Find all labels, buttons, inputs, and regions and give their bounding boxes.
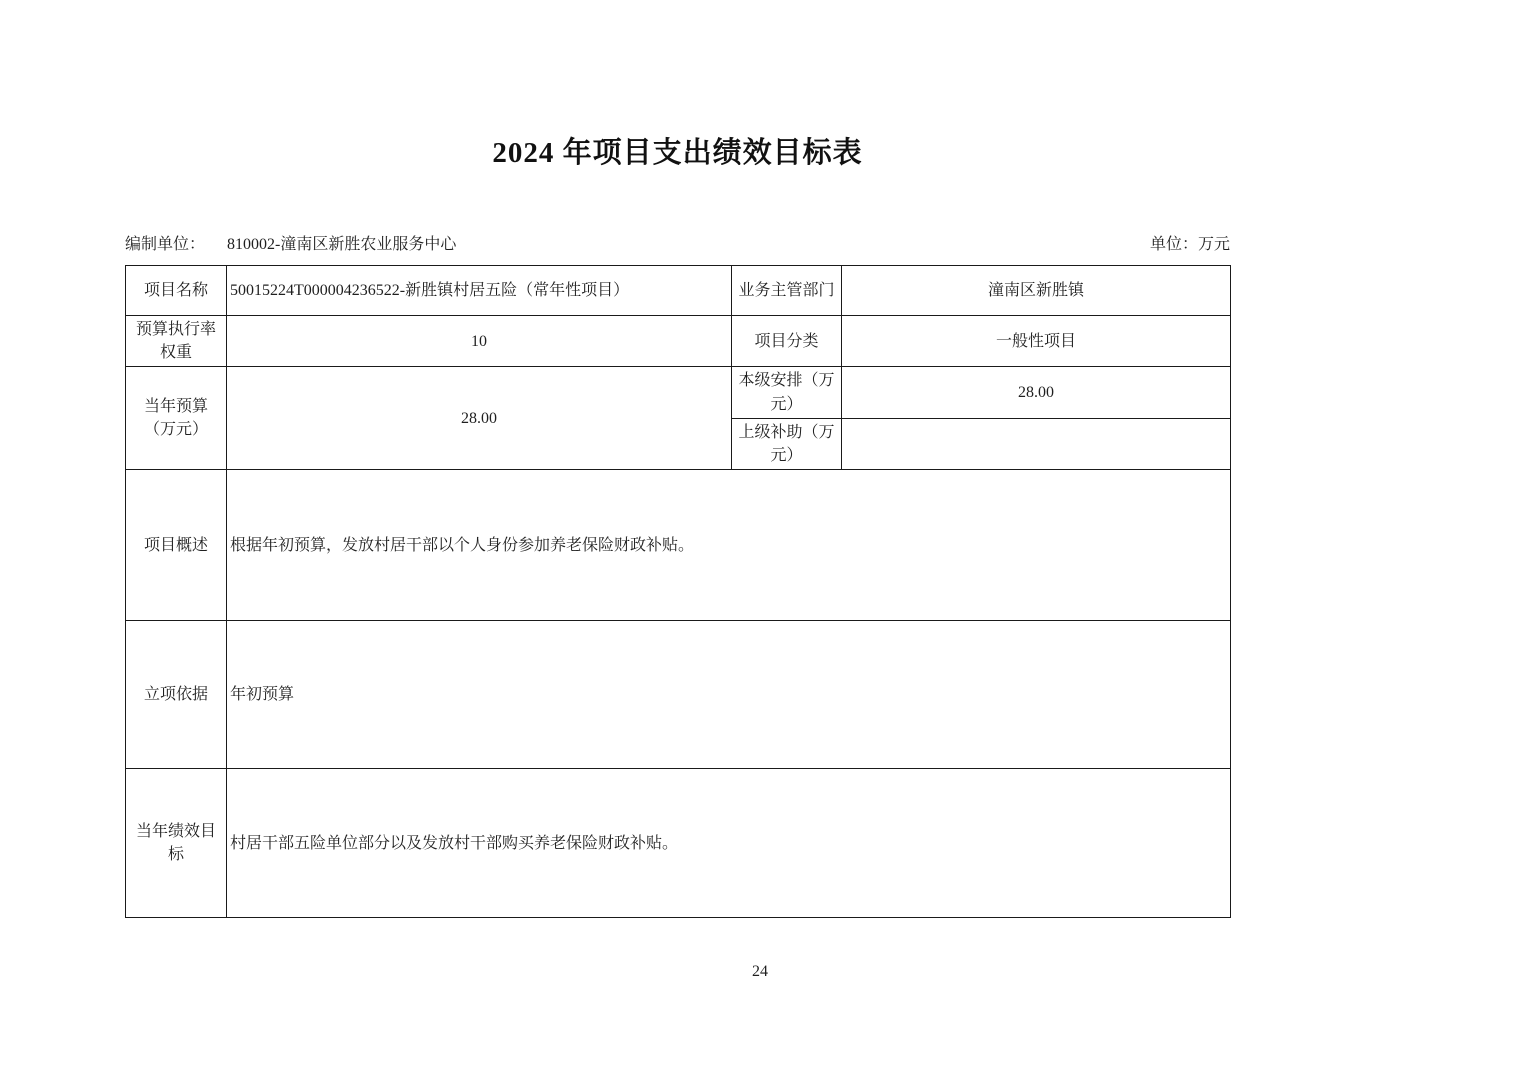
- project-basis-label: 立项依据: [126, 621, 227, 769]
- page-number: 24: [752, 963, 768, 980]
- table-row: [126, 316, 1231, 367]
- unit-label: 单位：万元: [1149, 236, 1230, 253]
- project-overview-label: 项目概述: [126, 470, 227, 621]
- table-row: [126, 621, 1231, 769]
- prepared-by-label: 编制单位：: [125, 236, 206, 253]
- superior-subsidy-value: [842, 418, 1231, 469]
- performance-target-table: [125, 265, 1231, 918]
- page-title: 2024 年项目支出绩效目标表: [492, 137, 863, 169]
- budget-execution-weight-value: 10: [227, 316, 732, 367]
- prepared-by: [125, 231, 456, 254]
- local-arrangement-value: 28.00: [842, 367, 1231, 418]
- local-arrangement-label: 本级安排（万元）: [732, 367, 842, 418]
- project-basis-value: 年初预算: [227, 621, 1231, 769]
- budget-execution-weight-label: 预算执行率权重: [126, 316, 227, 367]
- project-name-value: 50015224T000004236522-新胜镇村居五险（常年性项目）: [227, 266, 732, 316]
- annual-budget-label: 当年预算（万元）: [126, 367, 227, 470]
- table-row: [126, 367, 1231, 418]
- annual-budget-value: 28.00: [227, 367, 732, 470]
- table-row: [126, 266, 1231, 316]
- prepared-by-value: 810002-潼南区新胜农业服务中心: [227, 236, 457, 253]
- competent-department-value: 潼南区新胜镇: [842, 266, 1231, 316]
- table-row: [126, 470, 1231, 621]
- meta-line: [125, 231, 1230, 254]
- table-row: [126, 769, 1231, 918]
- project-overview-value: 根据年初预算，发放村居干部以个人身份参加养老保险财政补贴。: [227, 470, 1231, 621]
- project-category-value: 一般性项目: [842, 316, 1231, 367]
- annual-performance-target-value: 村居干部五险单位部分以及发放村干部购买养老保险财政补贴。: [227, 769, 1231, 918]
- project-category-label: 项目分类: [732, 316, 842, 367]
- superior-subsidy-label: 上级补助（万元）: [732, 418, 842, 469]
- competent-department-label: 业务主管部门: [732, 266, 842, 316]
- project-name-label: 项目名称: [126, 266, 227, 316]
- annual-performance-target-label: 当年绩效目标: [126, 769, 227, 918]
